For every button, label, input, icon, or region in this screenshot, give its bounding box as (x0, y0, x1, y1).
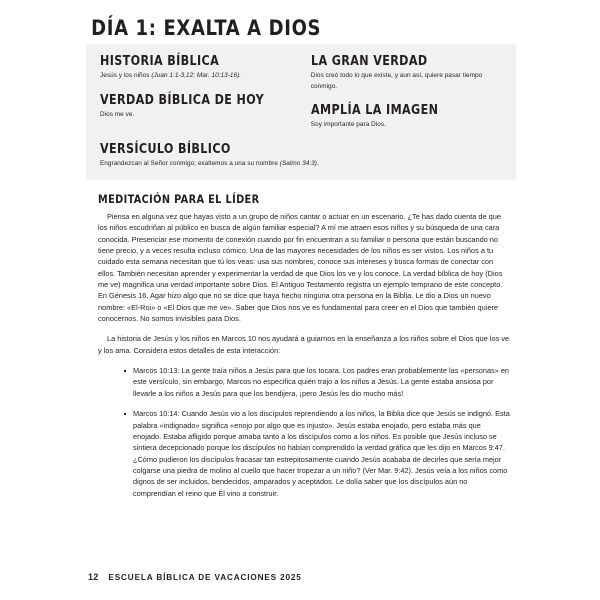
meditation-paragraph: Piensa en alguna vez que hayas visto a un grupo de niños cantar o actuar en un escenario. ¿Te has dado cuenta de que los niños escudriñan al público en busca de algún familiar especial? A mí me atraen esos niños y su búsqueda de una cara conocida. Presenciar ese momento de conexión cuando por fin encuentran a su familiar o persona que están buscando no tiene precio, y a veces resulta incluso cómico. Una de las mayores necesidades de los niños es ser vistos. Los niños a tu cuidado esta semana necesitan que tú los veas: usa sus nombres, conoce sus intereses y busca formas de conectar con ellos. También necesitan aprender y experimentar la verdad de que Dios los ve y los conoce. La verdad bíblica de hoy (Dios me ve) magnifica una verdad importante sobre Dios. El Antiguo Testamento registra un ejemplo temprano de este concepto. En Génesis 16, Agar hizo algo que no se dice que haya hecho ninguna otra persona en la Biblia. Le dio a Dios un nuevo nombre: «El-Roi» o «El Dios que me ve». Saber que Dios nos ve es fundamental para creer en el Dios que también quiere conocernos. No somos invisibles para Dios. (98, 212, 503, 324)
meditation-bullet-list (98, 365, 510, 499)
info-block-body: Dios me ve. (100, 110, 135, 118)
info-block-body (100, 71, 303, 82)
footer-publication-title: ESCUELA BÍBLICA DE VACACIONES 2025 (108, 573, 302, 582)
verse-text-end: . (316, 160, 319, 167)
page-title: DÍA 1: EXALTA A DIOS (91, 16, 322, 41)
page-footer (88, 572, 302, 582)
info-block-verdad-biblica-de-hoy (100, 93, 303, 121)
info-block-body-text: Jesús y los niños (100, 72, 152, 79)
meditation-paragraph: La historia de Jesús y los niños en Marcos 10 nos ayudará a guiarnos en la enseñanza a los niños sobre el Dios que los ve y los ama. Considera estos detalles de esta interacción: (98, 334, 510, 355)
info-block-heading: AMPLÍA LA IMAGEN (310, 103, 439, 118)
info-block-amplia-la-imagen (311, 103, 502, 131)
meditation-section (98, 192, 510, 499)
verse-text: Engrandezcan al Señor conmigo; exaltemos a una su nombre (100, 160, 280, 167)
info-block-heading: VERSÍCULO BÍBLICO (100, 142, 231, 157)
info-block-heading: VERDAD BÍBLICA DE HOY (100, 92, 265, 108)
info-panel-right-column (311, 54, 502, 131)
info-block-body: Dios creó todo lo que existe, y aun así, quiere pasar tiempo conmigo. (310, 72, 483, 90)
info-block-body (100, 159, 502, 170)
info-block-versiculo-biblico (86, 134, 516, 180)
info-block-body: Soy importante para Dios. (310, 121, 386, 128)
list-item: Marcos 10:13: La gente traía niños a Jesús para que los tocara. Los padres eran probablemente las «personas» en este versículo, sin embargo, Marcos no especifica quién trajo a los niños a Jesús. La gente estaba ansiosa por llevarle a los niños a Jesús para que los bendijera, ¡pero Jesús les dio mucho más! (124, 365, 510, 399)
meditation-heading: MEDITACIÓN PARA EL LÍDER (98, 192, 260, 206)
info-block-heading: LA GRAN VERDAD (310, 54, 428, 69)
session-info-panel (86, 44, 516, 143)
info-panel-left-column (100, 54, 311, 131)
footer-page-number: 12 (88, 572, 99, 582)
verse-reference: (Salmo 34:3) (279, 160, 317, 167)
info-block-historia-biblica (100, 54, 303, 82)
info-block-reference: (Juan 1:1-3,12; Mar. 10:13-16). (151, 72, 242, 79)
info-block-heading: HISTORIA BÍBLICA (100, 54, 220, 69)
info-block-la-gran-verdad (311, 54, 502, 92)
list-item: Marcos 10:14: Cuando Jesús vio a los discípulos reprendiendo a los niños, la Biblia dice que Jesús se indignó. Esta palabra «indignado» significa «enojo por algo que es injusto». Jesús estaba enojado, pero estaba más que enojado. Estaba afligido porque amaba tanto a los discípulos como a los niños. Es posible que Jesús incluso se sintiera decepcionado porque los discípulos no habían comprendido la verdad gráfica que les dijo en Marcos 9:47. ¿Cómo pudieron los discípulos fracasar tan estrepitosamente cuando Jesús acababa de decirles que sería mejor colgarse una piedra de molino al cuello que hacer tropezar a un niño? (Ver Mar. 9:42). Jesús veía a los niños como dignos de ser incluidos, bendecidos, amparados y aceptados. Le dolía saber que los discípulos aún no comprendían el reino que Él vino a construir. (124, 408, 510, 499)
